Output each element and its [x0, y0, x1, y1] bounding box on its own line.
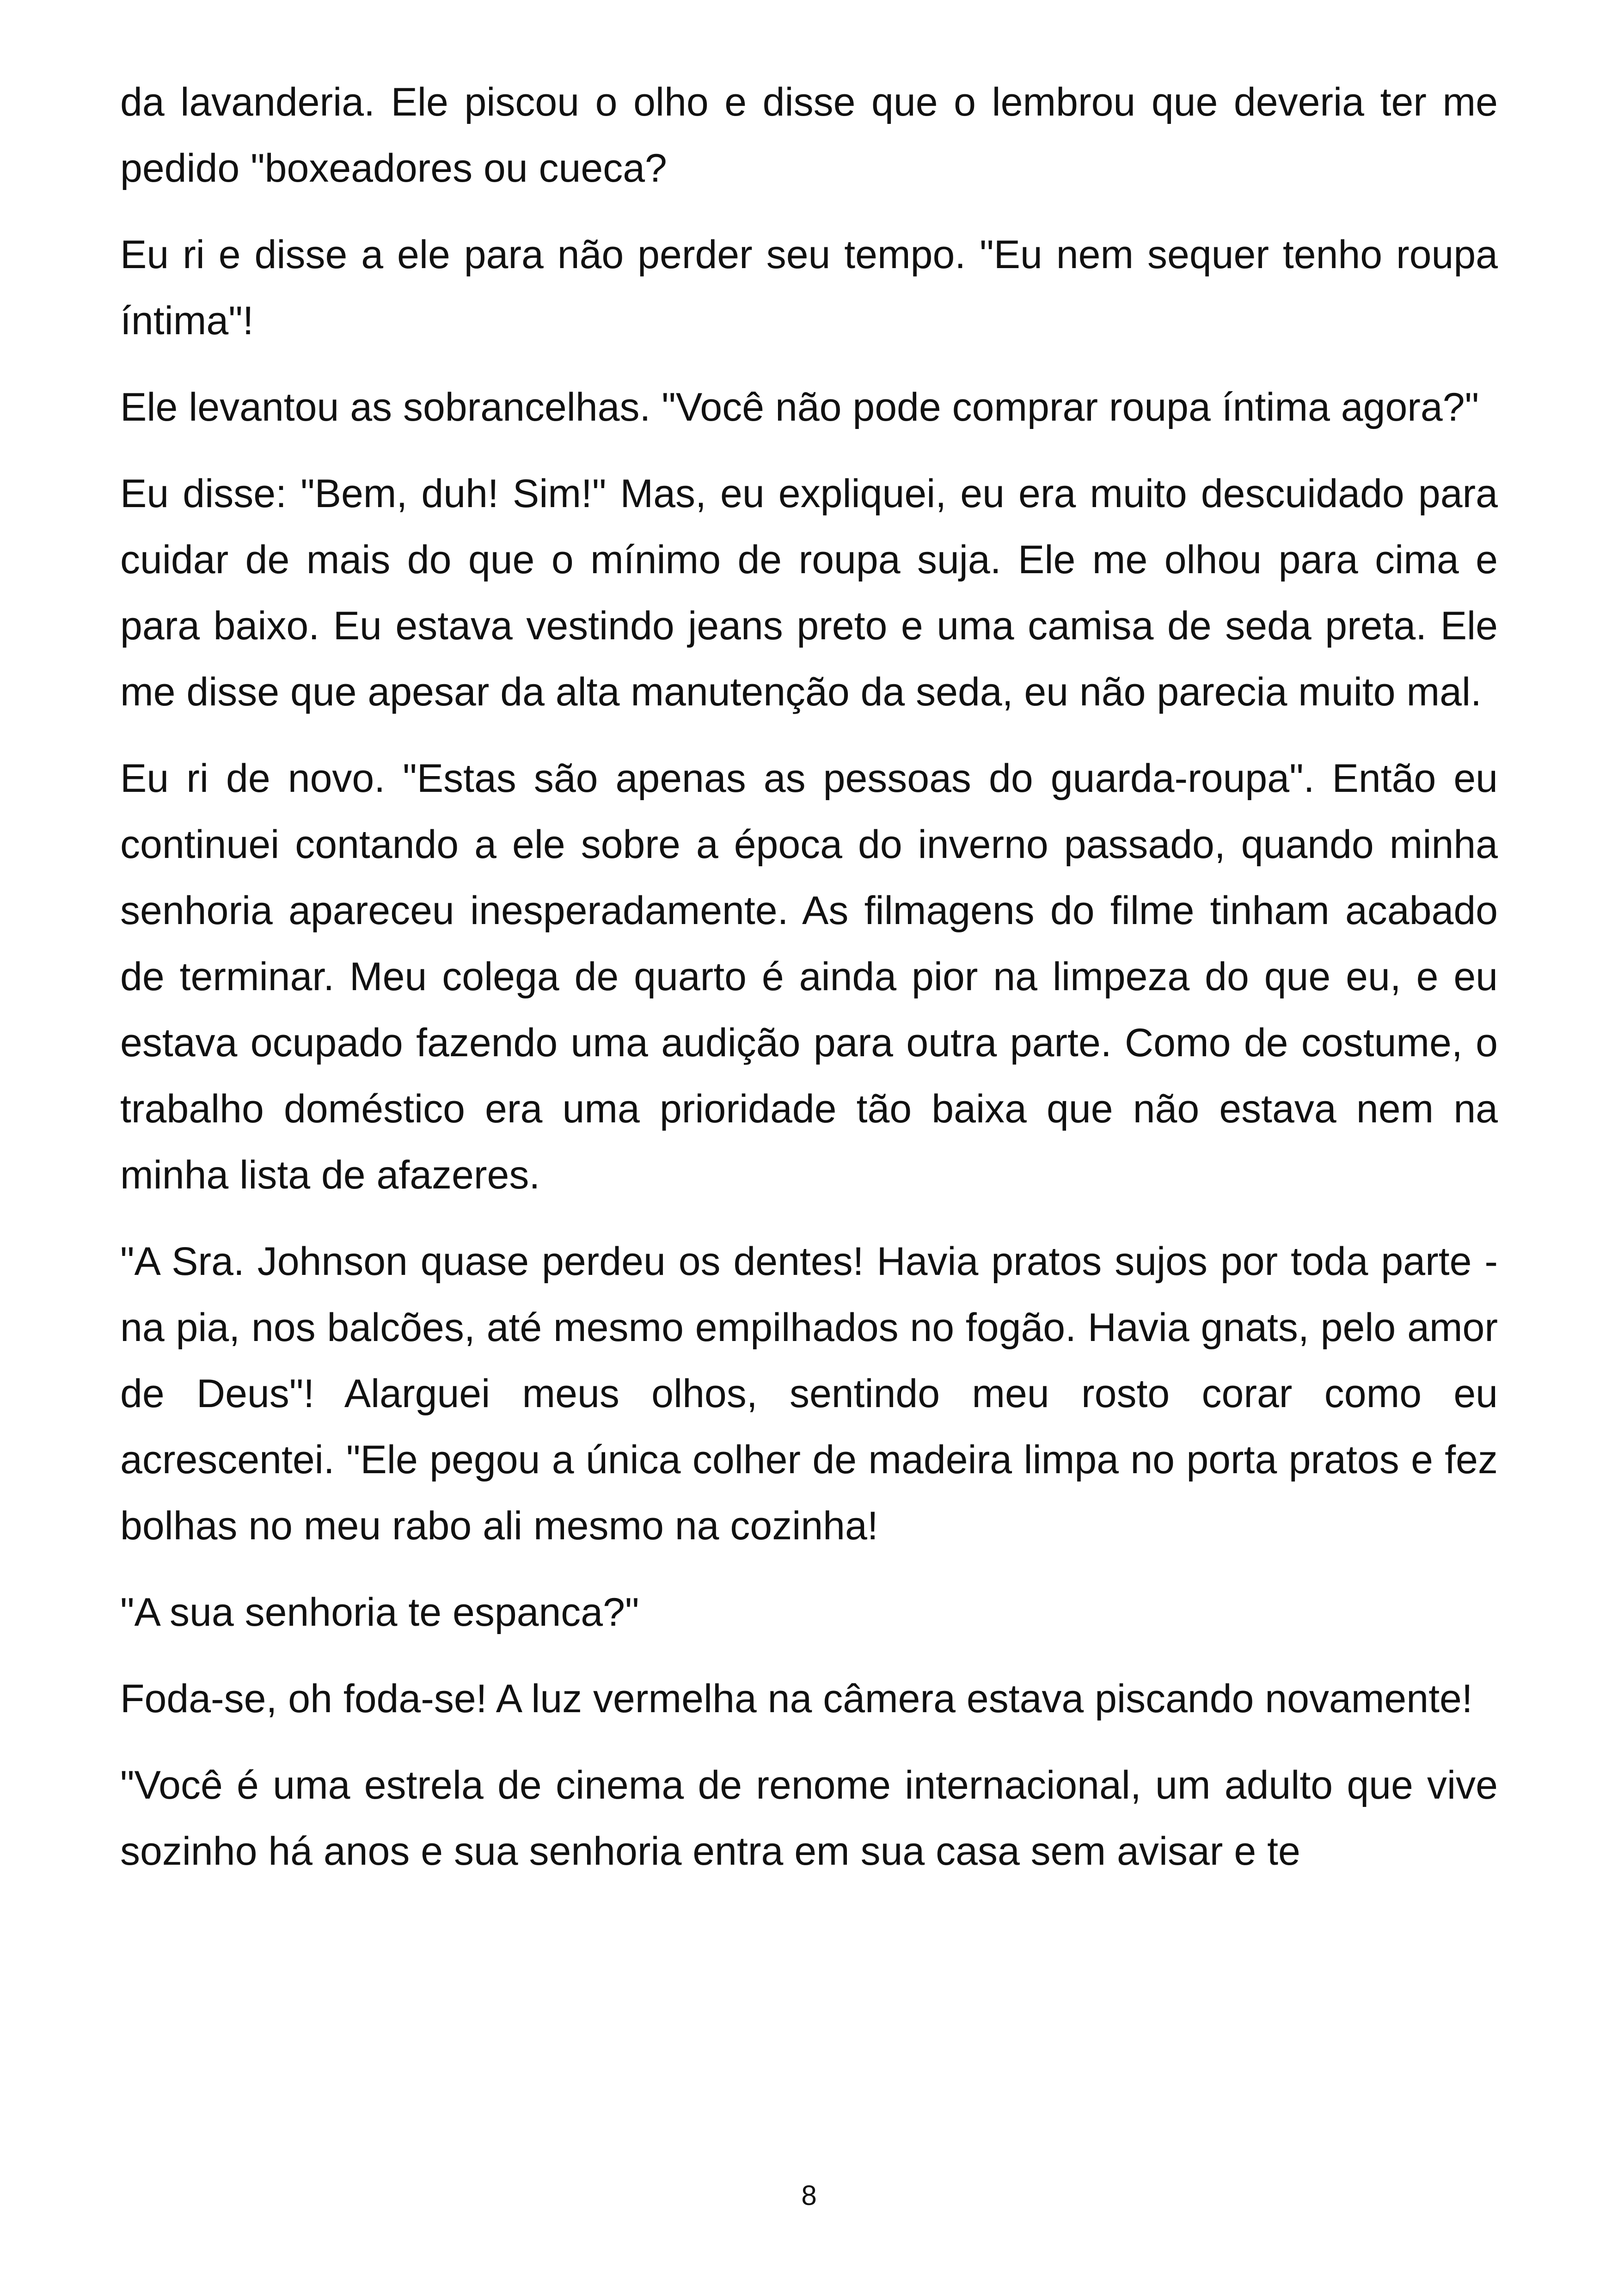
paragraph: Eu ri e disse a ele para não perder seu tempo. "Eu nem sequer tenho roupa íntima"! — [120, 233, 1498, 343]
paragraph: Eu disse: "Bem, duh! Sim!" Mas, eu expliquei, eu era muito descuidado para cuidar de mais do que o mínimo de roupa suja. Ele me olhou para cima e para baixo. Eu estava vestindo jeans preto e uma camisa de seda preta. Ele me disse que apesar da alta manutenção da seda, eu não parecia muito mal. — [120, 471, 1498, 714]
paragraph: da lavanderia. Ele piscou o olho e disse que o lembrou que deveria ter me pedido "boxeadores ou cueca? — [120, 80, 1498, 190]
paragraph: Eu ri de novo. "Estas são apenas as pessoas do guarda-roupa". Então eu continuei contando a ele sobre a época do inverno passado, quando minha senhoria apareceu inesperadamente. As filmagens do filme tinham acabado de terminar. Meu colega de quarto é ainda pior na limpeza do que eu, e eu estava ocupado fazendo uma audição para outra parte. Como de costume, o trabalho doméstico era uma prioridade tão baixa que não estava nem na minha lista de afazeres. — [120, 756, 1498, 1197]
paragraph: "A sua senhoria te espanca?" — [120, 1590, 639, 1635]
page-number: 8 — [801, 2180, 817, 2211]
paragraph: "A Sra. Johnson quase perdeu os dentes! Havia pratos sujos por toda parte - na pia, nos balcões, até mesmo empilhados no fogão. Havia gnats, pelo amor de Deus"! Alarguei meus olhos, sentindo meu rosto corar como eu acrescentei. "Ele pegou a única colher de madeira limpa no porta pratos e fez bolhas no meu rabo ali mesmo na cozinha! — [120, 1239, 1498, 1548]
paragraph: Ele levantou as sobrancelhas. "Você não pode comprar roupa íntima agora?" — [120, 385, 1479, 429]
paragraph: "Você é uma estrela de cinema de renome internacional, um adulto que vive sozinho há anos e sua senhoria entra em sua casa sem avisar e te — [120, 1763, 1498, 1874]
paragraph: Foda-se, oh foda-se! A luz vermelha na câmera estava piscando novamente! — [120, 1677, 1473, 1721]
body-text — [120, 69, 1498, 1885]
